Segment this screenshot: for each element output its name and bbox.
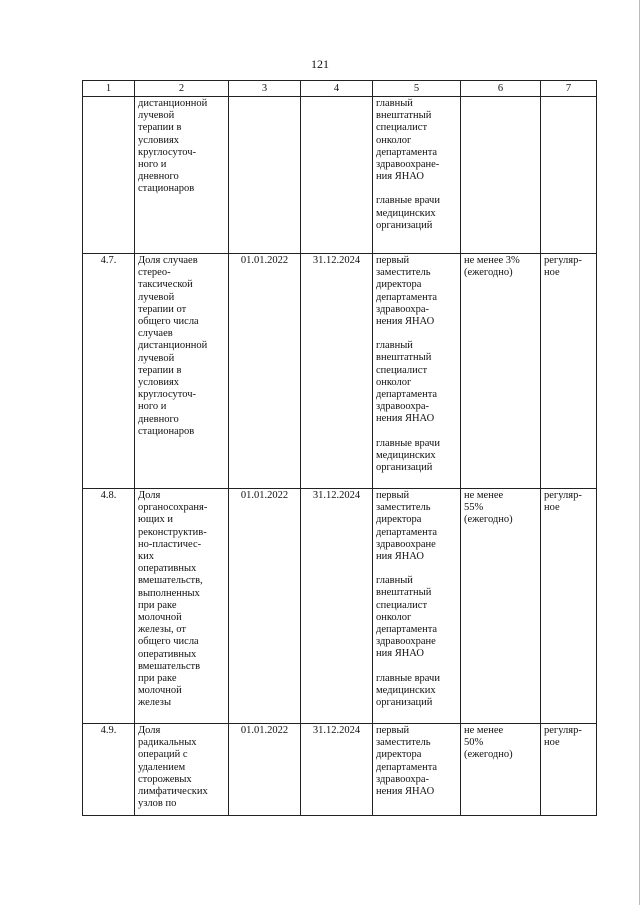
- indicator-cell: Доля случаев стерео- таксической лучевой терапии от общего числа случаев дистанционной лучевой терапии в условиях круглосуточ- ного и дневного стационаров: [135, 254, 229, 489]
- target-cell: [461, 97, 541, 254]
- periodicity-cell: регуляр- ное: [541, 724, 597, 816]
- measures-table: [82, 80, 597, 816]
- header-col-1: 1: [83, 81, 135, 97]
- header-col-5: 5: [373, 81, 461, 97]
- row-number: [83, 97, 135, 254]
- target-cell: не менее 55% (ежегодно): [461, 489, 541, 724]
- table-row: [83, 489, 597, 724]
- end-date-cell: 31.12.2024: [301, 489, 373, 724]
- header-col-4: 4: [301, 81, 373, 97]
- row-number: 4.9.: [83, 724, 135, 816]
- periodicity-cell: [541, 97, 597, 254]
- start-date-cell: 01.01.2022: [229, 724, 301, 816]
- responsible-item: главный внештатный специалист онколог департамента здравоохра- нения ЯНАО: [376, 340, 438, 425]
- header-row: [83, 81, 597, 97]
- responsible-item: первый заместитель директора департамента здравоохра- нения ЯНАО: [376, 725, 438, 798]
- row-number: 4.7.: [83, 254, 135, 489]
- row-number: 4.8.: [83, 489, 135, 724]
- indicator-cell: Доля радикальных операций с удалением сторожевых лимфатических узлов по: [135, 724, 229, 816]
- periodicity-cell: регуляр- ное: [541, 254, 597, 489]
- responsible-item: главные врачи медицинских организаций: [376, 195, 440, 231]
- end-date-cell: 31.12.2024: [301, 724, 373, 816]
- periodicity-cell: регуляр- ное: [541, 489, 597, 724]
- responsible-item: главный внештатный специалист онколог департамента здравоохране ния ЯНАО: [376, 575, 438, 660]
- responsible-cell: [373, 724, 461, 816]
- start-date-cell: 01.01.2022: [229, 254, 301, 489]
- header-col-7: 7: [541, 81, 597, 97]
- table-row: [83, 254, 597, 489]
- responsible-item: главные врачи медицинских организаций: [376, 437, 440, 474]
- responsible-item: первый заместитель директора департамента здравоохране ния ЯНАО: [376, 490, 438, 563]
- header-col-2: 2: [135, 81, 229, 97]
- start-date-cell: [229, 97, 301, 254]
- start-date-cell: 01.01.2022: [229, 489, 301, 724]
- responsible-cell: [373, 97, 461, 254]
- responsible-cell: [373, 489, 461, 724]
- responsible-cell: [373, 254, 461, 489]
- end-date-cell: 31.12.2024: [301, 254, 373, 489]
- page-number: 121: [311, 57, 329, 71]
- table-row: [83, 97, 597, 254]
- responsible-item: главный внештатный специалист онколог департамента здравоохране- ния ЯНАО: [376, 98, 440, 183]
- target-cell: не менее 3% (ежегодно): [461, 254, 541, 489]
- header-col-3: 3: [229, 81, 301, 97]
- indicator-cell: Доля органосохраня- ющих и реконструктив- но-пластичес- ких оперативных вмешательств, выполненных при раке молочной железы, от общего числа оперативных вмешательств при раке молочной железы: [135, 489, 229, 724]
- responsible-item: главные врачи медицинских организаций: [376, 672, 440, 709]
- responsible-item: первый заместитель директора департамента здравоохра- нения ЯНАО: [376, 255, 438, 328]
- table-row: [83, 724, 597, 816]
- end-date-cell: [301, 97, 373, 254]
- header-col-6: 6: [461, 81, 541, 97]
- target-cell: не менее 50% (ежегодно): [461, 724, 541, 816]
- indicator-cell: дистанционной лучевой терапии в условиях круглосуточ- ного и дневного стационаров: [135, 97, 229, 254]
